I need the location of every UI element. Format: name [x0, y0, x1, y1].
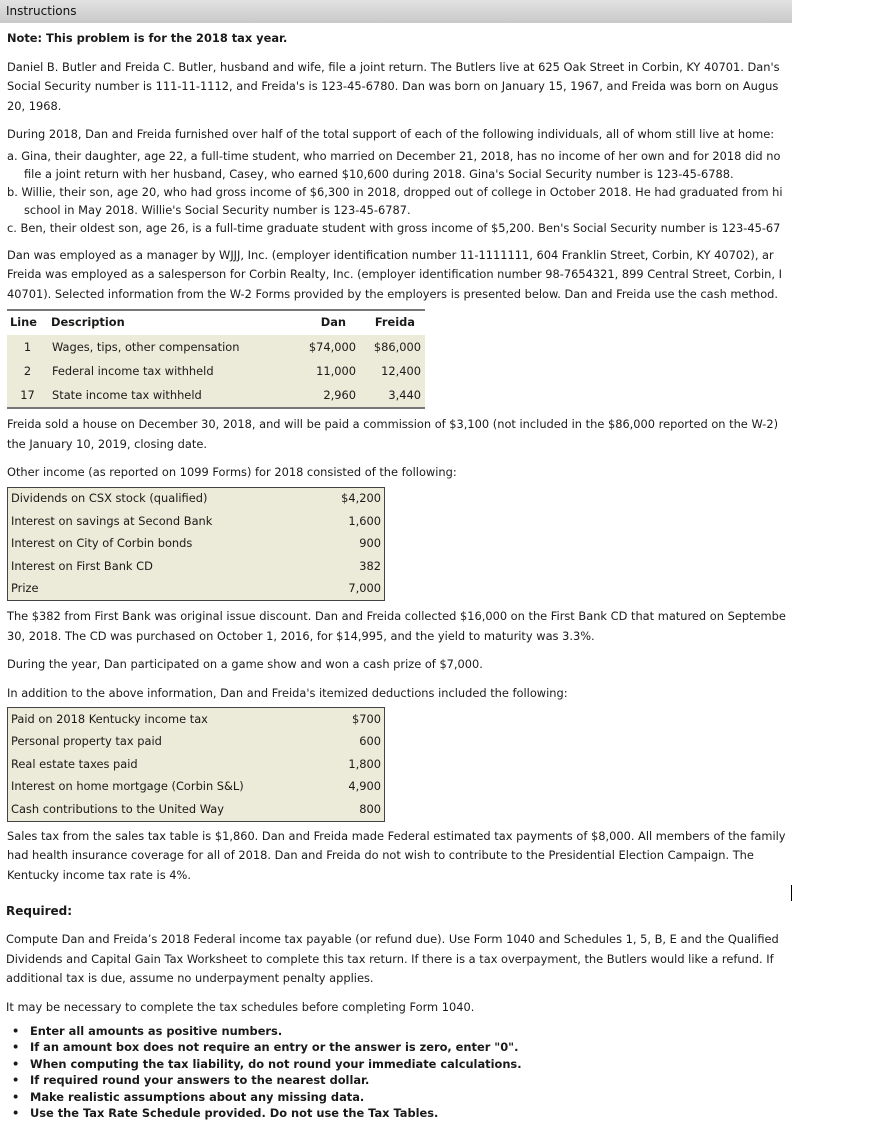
dependent-item: b. Willie, their son, age 20, who had gross income of $6,300 in 2018, dropped out of college in October 2018. He had graduated from hi — [7, 184, 783, 199]
other-income-row — [8, 487, 385, 510]
itemized-intro: In addition to the above information, Dan and Freida's itemized deductions included the following: — [7, 685, 568, 700]
w2-description: Wages, tips, other compensation — [52, 339, 240, 354]
oid-paragraph — [7, 607, 792, 646]
employment-paragraph — [7, 246, 792, 305]
dependent-item-cont: file a joint return with her husband, Casey, who earned $10,600 during 2018. Gina's Social Security number is 123-45-6788. — [24, 166, 734, 181]
w2-header-dan: Dan — [287, 310, 360, 335]
employment-line: 40701). Selected information from the W-2 Forms provided by the employers is presented below. Dan and Freida use the cash method. — [7, 286, 779, 301]
intro-line: Daniel B. Butler and Freida C. Butler, husband and wife, file a joint return. The Butlers live at 625 Oak Street in Corbin, KY 40701. Dan's — [7, 59, 780, 74]
itemized-amount: 4,900 — [348, 779, 381, 794]
commission-line: Freida sold a house on December 30, 2018, and will be paid a commission of $3,100 (not included in the $86,000 reported on the W-2) — [7, 417, 779, 431]
other-income-row — [8, 533, 385, 556]
instructions-bullet-list — [0, 1023, 888, 1121]
w2-row — [7, 383, 425, 408]
itemized-label: Interest on home mortgage (Corbin S&L) — [11, 779, 244, 794]
instruction-bullet: • Make realistic assumptions about any missing data. — [0, 1089, 888, 1105]
instruction-bullet: • When computing the tax liability, do not round your immediate calculations. — [0, 1056, 888, 1072]
w2-header-row — [7, 310, 425, 335]
w2-header-line: Line — [7, 310, 48, 335]
compute-line: Compute Dan and Freida’s 2018 Federal income tax payable (or refund due). Use Form 1040 and Schedules 1, 5, B, E and the Qualified — [6, 932, 779, 946]
other-income-row — [8, 578, 385, 601]
itemized-row — [8, 798, 385, 821]
sales-tax-paragraph — [7, 827, 792, 886]
other-income-label: Dividends on CSX stock (qualified) — [11, 491, 208, 506]
intro-paragraph — [7, 58, 792, 117]
sales-tax-line: Kentucky income tax rate is 4%. — [7, 867, 191, 882]
dependent-item: c. Ben, their oldest son, age 26, is a full-time graduate student with gross income of $5,200. Ben's Social Security number is 123-45-67 — [7, 220, 781, 235]
support-intro: During 2018, Dan and Freida furnished over half of the total support of each of the following individuals, all of whom still live at home: — [7, 127, 775, 141]
itemized-row — [8, 753, 385, 776]
w2-header-freida: Freida — [360, 310, 425, 335]
compute-line: Dividends and Capital Gain Tax Worksheet to complete this tax return. If there is a tax overpayment, the Butlers would like a refund. If — [6, 951, 774, 966]
other-income-amount: $4,200 — [341, 491, 381, 506]
oid-line: The $382 from First Bank was original issue discount. Dan and Freida collected $16,000 on the First Bank CD that matured on Septembe — [7, 609, 786, 623]
w2-line-number: 17 — [20, 387, 35, 402]
instructions-content — [0, 29, 792, 885]
other-income-label: Interest on savings at Second Bank — [11, 513, 213, 528]
other-income-label: Prize — [11, 581, 39, 596]
employment-line: Dan was employed as a manager by WJJJ, Inc. (employer identification number 11-1111111, 604 Franklin Street, Corbin, KY 40702), ar — [7, 247, 774, 262]
w2-dan-amount: 11,000 — [316, 363, 356, 378]
w2-line-number: 2 — [23, 363, 32, 378]
compute-line: additional tax is due, assume no underpayment penalty applies. — [6, 971, 374, 985]
oid-line: 30, 2018. The CD was purchased on October 1, 2016, for $14,995, and the yield to maturity was 3.3%. — [7, 628, 595, 643]
commission-paragraph — [7, 415, 792, 454]
itemized-label: Real estate taxes paid — [11, 756, 138, 771]
required-section — [0, 900, 888, 1121]
w2-freida-amount: $86,000 — [373, 339, 421, 354]
commission-line: the January 10, 2019, closing date. — [7, 436, 207, 451]
sales-tax-line: had health insurance coverage for all of 2018. Dan and Freida do not wish to contribute to the Presidential Election Campaign. The — [7, 848, 754, 862]
dependent-item-cont: school in May 2018. Willie's Social Security number is 123-45-6787. — [24, 202, 411, 217]
w2-row — [7, 335, 425, 359]
itemized-label: Paid on 2018 Kentucky income tax — [11, 711, 208, 726]
w2-freida-amount: 12,400 — [381, 363, 421, 378]
other-income-amount: 382 — [359, 558, 381, 573]
required-title: Required: — [6, 904, 73, 918]
game-show-text: During the year, Dan participated on a game show and won a cash prize of $7,000. — [7, 657, 483, 671]
intro-line: 20, 1968. — [7, 98, 62, 113]
intro-line: Social Security number is 111-11-1112, and Freida's is 123-45-6780. Dan was born on January 15, 1967, and Freida was born on Augus — [7, 79, 779, 93]
itemized-row — [8, 776, 385, 799]
other-income-amount: 900 — [359, 536, 381, 551]
itemized-row — [8, 708, 385, 731]
itemized-table — [7, 707, 385, 822]
instructions-header: Instructions — [0, 0, 792, 23]
dependents-list — [7, 147, 792, 237]
employment-line: Freida was employed as a salesperson for Corbin Realty, Inc. (employer identification number 98-7654321, 899 Central Street, Corbin, I — [7, 267, 782, 281]
compute-paragraph — [0, 930, 888, 989]
w2-row — [7, 359, 425, 383]
itemized-amount: 800 — [359, 801, 381, 816]
other-income-row — [8, 510, 385, 533]
sales-tax-line: Sales tax from the sales tax table is $1,860. Dan and Freida made Federal estimated tax payments of $8,000. All members of the family — [7, 828, 786, 843]
other-income-intro: Other income (as reported on 1099 Forms) for 2018 consisted of the following: — [7, 465, 457, 479]
schedules-note: It may be necessary to complete the tax schedules before completing Form 1040. — [6, 999, 475, 1014]
w2-table — [7, 309, 425, 409]
itemized-label: Cash contributions to the United Way — [11, 801, 224, 816]
other-income-label: Interest on City of Corbin bonds — [11, 536, 193, 551]
w2-description: State income tax withheld — [52, 387, 202, 402]
w2-freida-amount: 3,440 — [388, 387, 421, 402]
resize-handle[interactable] — [791, 885, 792, 901]
other-income-row — [8, 555, 385, 578]
instruction-bullet: • Use the Tax Rate Schedule provided. Do not use the Tax Tables. — [0, 1105, 888, 1121]
itemized-row — [8, 731, 385, 754]
tax-year-note: Note: This problem is for the 2018 tax year. — [7, 31, 288, 45]
itemized-label: Personal property tax paid — [11, 734, 162, 749]
dependent-item: a. Gina, their daughter, age 22, a full-time student, who married on December 21, 2018, has no income of her own and for 2018 did no — [7, 148, 781, 163]
other-income-amount: 7,000 — [348, 581, 381, 596]
w2-header-description: Description — [48, 310, 287, 335]
w2-line-number: 1 — [23, 339, 32, 354]
itemized-amount: 1,800 — [348, 756, 381, 771]
itemized-amount: $700 — [352, 711, 381, 726]
other-income-label: Interest on First Bank CD — [11, 558, 153, 573]
other-income-table — [7, 487, 385, 602]
w2-description: Federal income tax withheld — [52, 363, 214, 378]
instruction-bullet: • If required round your answers to the nearest dollar. — [0, 1072, 888, 1088]
other-income-amount: 1,600 — [348, 513, 381, 528]
instruction-bullet: • If an amount box does not require an entry or the answer is zero, enter "0". — [0, 1039, 888, 1055]
w2-dan-amount: 2,960 — [323, 387, 356, 402]
instruction-bullet: • Enter all amounts as positive numbers. — [0, 1023, 888, 1039]
w2-dan-amount: $74,000 — [308, 339, 356, 354]
itemized-amount: 600 — [359, 734, 381, 749]
